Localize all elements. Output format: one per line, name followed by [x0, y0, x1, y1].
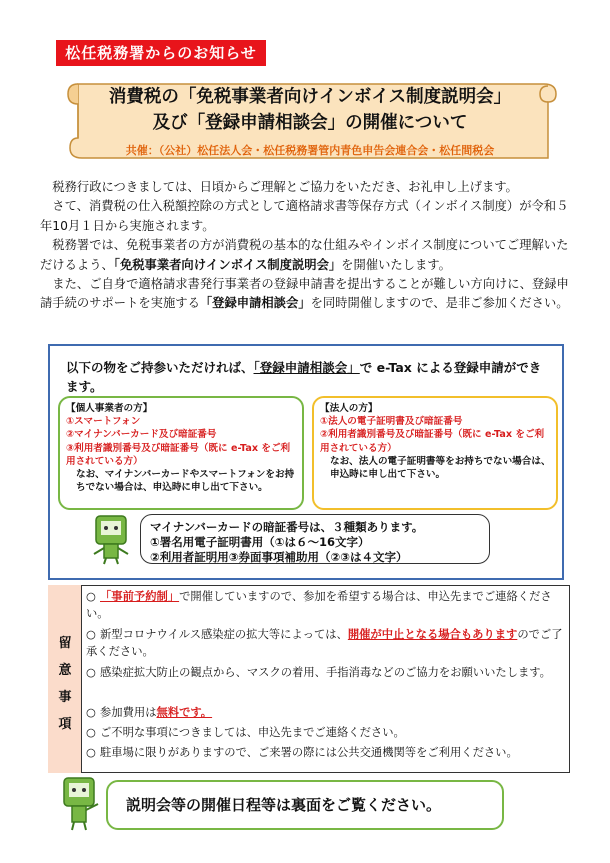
note-2-red: 開催が中止となる場合もあります	[347, 628, 518, 641]
mascot-icon	[90, 514, 134, 566]
note-item-4	[86, 704, 566, 721]
intro-p3-a: 税務署では、免税事業者の方が消費税の基本的な仕組みやインボイス制度についてご理解いただけるよう、	[40, 238, 569, 272]
intro-p3-bold: 「免税事業者向けインボイス制度説明会」	[113, 257, 342, 272]
corporate-heading: 【法人の方】	[320, 403, 378, 414]
note-bullet: ○	[86, 706, 96, 719]
mascot-pointing-icon	[58, 776, 102, 832]
note-item-2	[86, 626, 566, 660]
side-char-4: 項	[58, 717, 72, 732]
individual-heading: 【個人事業者の方】	[66, 403, 153, 414]
note-2-b: のでご了承ください。	[86, 628, 563, 658]
individual-item-1: ①スマートフォン	[66, 416, 141, 428]
side-char-1: 留	[58, 636, 72, 651]
note-item-6	[86, 744, 566, 761]
note-1-red: 「事前予約制」	[100, 590, 180, 603]
bring-head-a: 以下の物をご持参いただければ、	[66, 360, 254, 375]
individual-item-2: ②マイナンバーカード及び暗証番号	[66, 429, 217, 441]
notes-side-label	[48, 630, 82, 738]
note-3: 感染症拡大防止の観点から、マスクの着用、手指消毒などのご協力をお願いいたします。	[100, 666, 551, 679]
intro-p3-c: を開催いたします。	[341, 257, 451, 272]
title-line-2: 及び「登録申請相談会」の開催について	[152, 113, 468, 133]
corporate-item-2: ②利用者識別番号及び暗証番号（既に e-Tax をご利用されている方）	[320, 429, 545, 454]
co-hosts: 共催：（公社）松任法人会・松任税務署管内青色申告会連合会・松任間税会	[125, 144, 495, 157]
etax-requirements-heading	[66, 358, 552, 396]
intro-p1: 税務行政につきましては、日頃からご理解とご協力をいただき、お礼申し上げます。	[52, 180, 518, 194]
note-bullet: ○	[86, 666, 96, 679]
pin-line-1: マイナンバーカードの暗証番号は、３種類あります。	[150, 520, 424, 534]
note-4-a: 参加費用は	[100, 706, 157, 719]
pin-line-2: ①署名用電子証明書用（①は６～16文字）	[150, 535, 370, 549]
individual-item-3: ③利用者識別番号及び暗証番号（既に e-Tax をご利用されている方）	[66, 442, 291, 467]
pin-line-3: ②利用者証明用③券面事項補助用（②③は４文字）	[150, 550, 408, 564]
page-title	[70, 84, 550, 136]
intro-text	[40, 178, 576, 314]
side-char-2: 意	[58, 663, 72, 678]
corporate-note: なお、法人の電子証明書等をお持ちでない場合は、申込時に申し出て下さい。	[330, 455, 551, 481]
note-2-a: 新型コロナウイルス感染症の拡大等によっては、	[100, 628, 348, 641]
intro-p4	[40, 275, 576, 314]
individual-content	[66, 402, 298, 494]
bring-head-c: で e-Tax による登録申請ができます。	[66, 360, 542, 394]
note-bullet: ○	[86, 746, 96, 759]
note-6: 駐車場に限りがありますので、ご来署の際には公共交通機関等をご利用ください。	[100, 746, 518, 759]
note-bullet: ○	[86, 628, 96, 641]
note-item-5	[86, 724, 566, 741]
back-page-notice: 説明会等の開催日程等は裏面をご覧ください。	[126, 796, 442, 814]
note-item-1	[86, 588, 566, 622]
corporate-item-1: ①法人の電子証明書及び暗証番号	[320, 416, 463, 428]
note-bullet: ○	[86, 726, 96, 739]
note-item-3	[86, 664, 566, 681]
intro-p3	[40, 236, 576, 275]
note-bullet: ○	[86, 590, 96, 603]
intro-p2: さて、消費税の仕入税額控除の方式として適格請求書等保存方式（インボイス制度）が令和５年10月１日から実施されます。	[40, 199, 569, 233]
intro-p4-c: を同時開催しますので、是非ご参加ください。	[310, 296, 569, 311]
note-1-rest: で開催していますので、参加を希望する場合は、申込先までご連絡ください。	[86, 590, 552, 620]
intro-p4-a: また、ご自身で適格請求書発行事業者の登録申請書を提出することが難しい方向けに、登録申請手続のサポートを実施する	[40, 277, 569, 311]
note-5: ご不明な事項につきましては、申込先までご連絡ください。	[100, 726, 405, 739]
individual-note: なお、マイナンバーカードやスマートフォンをお持ちでない場合は、申込時に申し出て下さい。	[76, 469, 295, 494]
note-4-red: 無料です。	[156, 706, 213, 719]
intro-p4-bold: 「登録申請相談会」	[199, 296, 311, 311]
title-line-1: 消費税の「免税事業者向けインボイス制度説明会」	[108, 87, 512, 107]
notice-badge: 松任税務署からのお知らせ	[56, 40, 266, 66]
pin-info-text	[150, 520, 486, 565]
corporate-content	[320, 402, 552, 481]
bring-head-b: 「登録申請相談会」	[253, 360, 360, 375]
side-char-3: 事	[58, 690, 72, 705]
